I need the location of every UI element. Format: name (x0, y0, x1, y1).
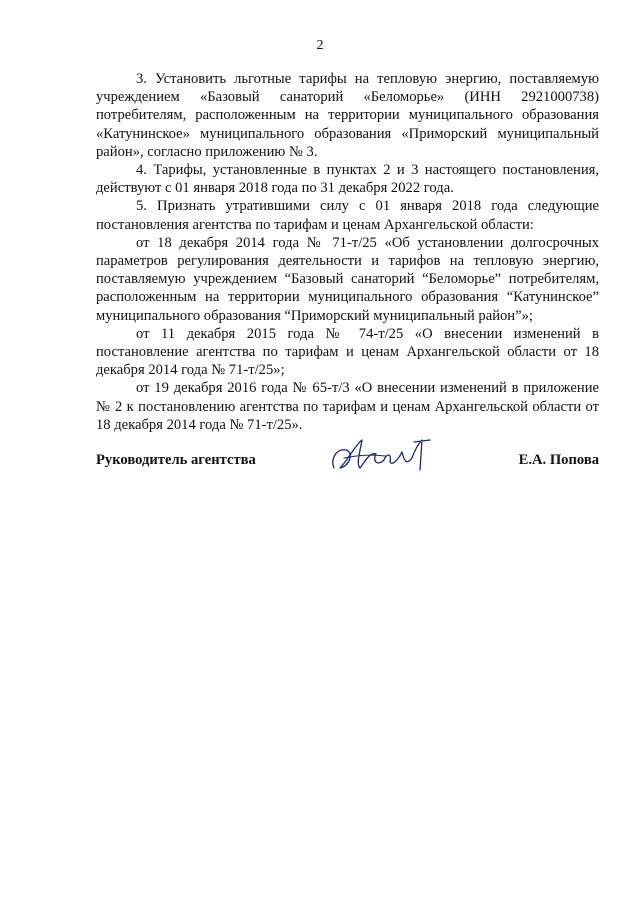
repealed-resolution-3: от 19 декабря 2016 года № 65-т/3 «О внесении изменений в приложение № 2 к постановлению агентства по тарифам и ценам Архангельской области от 18 декабря 2014 года № 71-т/25». (96, 380, 599, 433)
signatory-name: Е.А. Попова (518, 452, 599, 468)
handwritten-signature (326, 430, 436, 480)
paragraph-item-5: 5. Признать утратившими силу с 01 января 2018 года следующие постановления агентства по тарифам и ценам Архангельской области: (96, 198, 599, 233)
signature-block (96, 440, 599, 500)
page-number: 2 (316, 38, 324, 53)
signatory-title: Руководитель агентства (96, 452, 256, 468)
paragraph-item-3: 3. Установить льготные тарифы на тепловую энергию, поставляемую учреждением «Базовый санаторий «Беломорье» (ИНН 2921000738) потребителям, расположенным на территории муниципального образования «Катунинское» муниципального образования «Приморский муниципальный район», согласно приложению № 3. (96, 71, 599, 160)
repealed-resolution-2: от 11 декабря 2015 года № 74-т/25 «О внесении изменений в постановление агентства по тарифам и ценам Архангельской области от 18 декабря 2014 года № 71-т/25»; (96, 325, 599, 379)
repealed-resolution-1: от 18 декабря 2014 года № 71-т/25 «Об установлении долгосрочных параметров регулирования деятельности и тарифов на тепловую энергию, поставляемую учреждением “Базовый санаторий “Беломорье” потребителям, расположенным на территории муниципального образования “Катунинское” муниципального образования “Приморский муниципальный район”»; (96, 234, 599, 324)
paragraph-item-4: 4. Тарифы, установленные в пунктах 2 и 3 настоящего постановления, действуют с 01 января 2018 года по 31 декабря 2022 года. (96, 162, 599, 197)
document-body (96, 70, 599, 434)
